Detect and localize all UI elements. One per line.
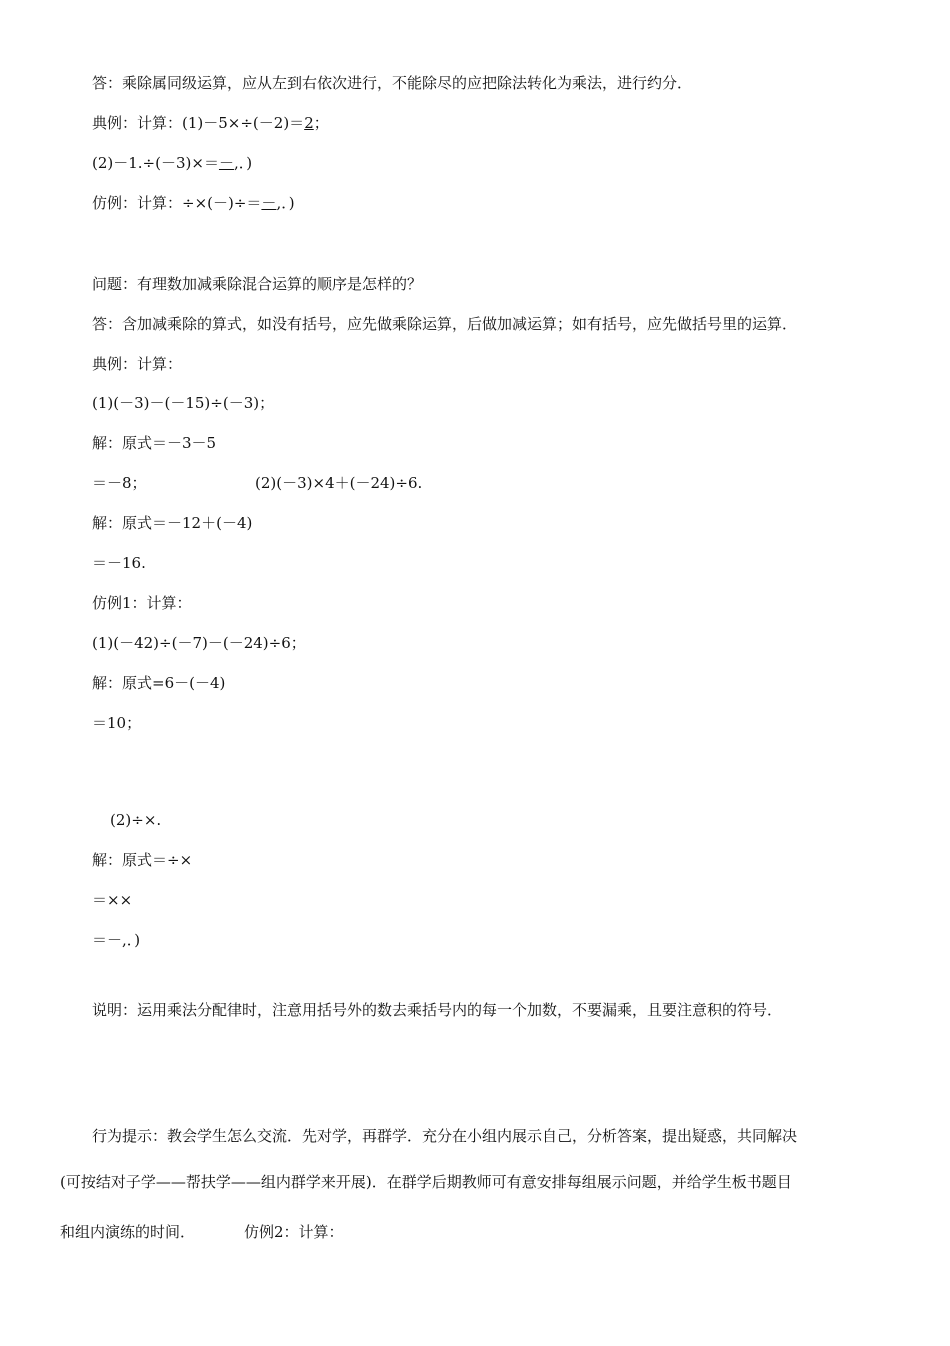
result-line: ＝－8； — [92, 474, 147, 492]
question-heading: 问题：有理数加减乘除混合运算的顺序是怎样的？ — [92, 275, 423, 293]
step-line: ＝×× — [92, 891, 133, 909]
problem-2: (2)÷×. — [110, 811, 162, 829]
result-line: ＝－16. — [92, 554, 146, 572]
problem-1: (1)(－42)÷(－7)－(－24)÷6； — [92, 634, 306, 652]
answer-blank: 2 — [304, 114, 314, 132]
example-line-1: 典例：计算：(1)－5×÷(－2)＝2； — [92, 114, 329, 132]
answer-line-2: 答：含加减乘除的算式，如没有括号，应先做乘除运算，后做加减运算；如有括号，应先做括号里的运算． — [92, 315, 798, 333]
imitation-heading-2: 仿例2：计算： — [244, 1223, 344, 1241]
behavior-tip-line-2: (可按结对子学——帮扶学——组内群学来开展)．在群学后期教师可有意安排每组展示问题，并给学生板书题目 — [60, 1173, 792, 1191]
note-line: 说明：运用乘法分配律时，注意用括号外的数去乘括号内的每一个加数，不要漏乘，且要注意积的符号． — [92, 1001, 783, 1019]
problem-1: (1)(－3)－(－15)÷(－3)； — [92, 394, 275, 412]
result-line: ＝10； — [92, 714, 142, 732]
behavior-tip-line-1: 行为提示：教会学生怎么交流．先对学，再群学．充分在小组内展示自己，分析答案，提出疑惑，共同解决 — [92, 1127, 798, 1145]
solution-line: 解：原式＝－3－5 — [92, 434, 217, 452]
imitation-heading-1: 仿例1：计算： — [92, 594, 192, 612]
example-line-2: (2)－1.÷(－3)×＝－,．) — [92, 154, 253, 172]
result-line: ＝－,．) — [92, 931, 141, 949]
answer-blank: － — [218, 154, 234, 172]
answer-line-1: 答：乘除属同级运算，应从左到右依次进行，不能除尽的应把除法转化为乘法，进行约分． — [92, 74, 693, 92]
problem-2: (2)(－3)×4＋(－24)÷6. — [255, 474, 423, 492]
answer-blank: － — [261, 194, 277, 212]
solution-line: 解：原式=6－(－4) — [92, 674, 226, 692]
imitation-line-1: 仿例：计算：÷×(－)÷＝－,．) — [92, 194, 295, 212]
solution-line: 解：原式＝÷× — [92, 851, 193, 869]
behavior-tip-line-3: 和组内演练的时间． — [60, 1223, 196, 1241]
example-heading: 典例：计算： — [92, 355, 183, 373]
solution-line: 解：原式＝－12＋(－4) — [92, 514, 253, 532]
